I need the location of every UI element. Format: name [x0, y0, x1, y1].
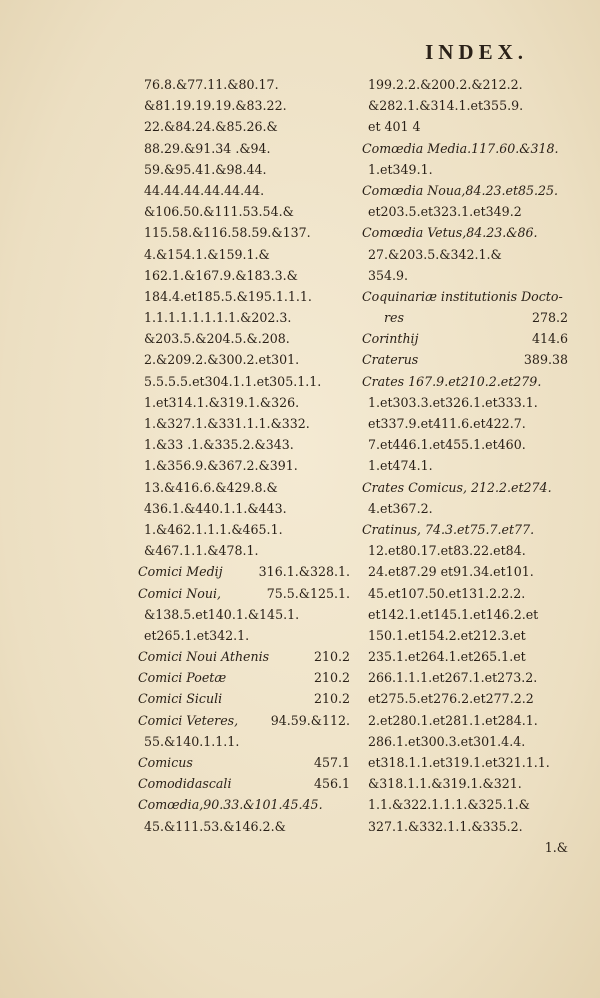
index-entry-text: 436.1.&440.1.1.&443. [144, 500, 287, 516]
index-entry-text: Craterus [362, 352, 419, 368]
index-entry-text: Comici Veteres, [138, 712, 239, 728]
index-entry-text: 150.1.et154.2.et212.3.et [368, 627, 526, 643]
index-entry [138, 710, 350, 731]
index-entry-text: 354.9. [368, 267, 409, 283]
index-entry-text: &467.1.1.&478.1. [144, 543, 259, 559]
index-entry [138, 328, 350, 349]
index-entry [138, 307, 350, 328]
index-entry-text: 327.1.&332.1.1.&335.2. [368, 818, 523, 834]
index-entry-refs: 389.38 [523, 352, 568, 368]
index-entry [362, 434, 568, 455]
index-entry-text: 115.58.&116.58.59.&137. [144, 225, 311, 241]
index-entry-text: 4.et367.2. [368, 500, 433, 516]
index-entry [362, 307, 568, 328]
index-entry-refs: 210.2 [313, 649, 350, 665]
index-entry [362, 392, 568, 413]
index-entry [362, 74, 568, 95]
index-entry [138, 434, 350, 455]
index-entry-text: 1.1.1.1.1.1.1.1.&202.3. [144, 310, 292, 326]
index-entry [362, 222, 568, 243]
index-entry [362, 794, 568, 815]
index-entry-text: Comœdia Noua,84.23.et85.25. [362, 182, 559, 198]
index-entry [138, 625, 350, 646]
index-entry [362, 328, 568, 349]
index-entry [362, 371, 568, 392]
index-entry-text: et203.5.et323.1.et349.2 [368, 204, 522, 220]
index-entry-text: Crates 167.9.et210.2.et279. [362, 373, 542, 389]
index-entry [362, 265, 568, 286]
index-entry-text: 7.et446.1.et455.1.et460. [368, 437, 526, 453]
index-entry [138, 180, 350, 201]
index-entry [362, 710, 568, 731]
index-entry-text: 235.1.et264.1.et265.1.et [368, 649, 526, 665]
index-entry [138, 116, 350, 137]
index-entry [138, 265, 350, 286]
index-entry [362, 731, 568, 752]
index-entry [138, 519, 350, 540]
index-entry-text: 1.& [544, 839, 568, 855]
index-entry-refs: 210.2 [313, 670, 350, 686]
index-entry-text: 286.1.et300.3.et301.4.4. [368, 733, 526, 749]
index-entry-text: Coquinariæ institutionis Docto- [362, 288, 563, 304]
index-entry-text: 1.&327.1.&331.1.1.&332. [144, 416, 310, 431]
index-entry-text: Corinthij [362, 331, 419, 347]
index-entry [362, 180, 568, 201]
index-entry-text: 1.et314.1.&319.1.&326. [144, 394, 300, 410]
index-entry [362, 138, 568, 159]
index-entry [362, 773, 568, 794]
index-entry-text: 45.et107.50.et131.2.2.2. [368, 585, 526, 601]
index-entry-text: Comodidascali [138, 776, 232, 792]
index-entry [138, 286, 350, 307]
index-entry-refs: 457.1 [313, 755, 350, 770]
index-entry [362, 201, 568, 222]
index-entry [138, 498, 350, 519]
index-entry [362, 413, 568, 434]
index-entry [138, 731, 350, 752]
index-entry [362, 688, 568, 709]
index-entry-refs: 75.5.&125.1. [266, 585, 350, 601]
index-entry [138, 222, 350, 243]
index-entry-text: 4.&154.1.&159.1.& [144, 246, 270, 262]
index-entry-text: 266.1.1.1.et267.1.et273.2. [368, 670, 538, 686]
index-entry-text: Comici Noui Athenis [138, 649, 270, 665]
index-entry-text: Cratinus, 74.3.et75.7.et77. [362, 521, 535, 537]
index-entry-text: 2.&209.2.&300.2.et301. [144, 352, 300, 368]
index-entry [138, 371, 350, 392]
index-entry-refs: 414.6 [531, 331, 568, 347]
index-entry-refs: 278.2 [531, 310, 568, 326]
index-entry-text: 199.2.2.&200.2.&212.2. [368, 77, 523, 92]
index-entry [362, 540, 568, 561]
index-entry-text: Comicus [138, 755, 193, 770]
index-entry [138, 455, 350, 476]
index-entry [138, 816, 350, 837]
index-entry [138, 540, 350, 561]
index-entry [362, 816, 568, 837]
index-entry-text: Crates Comicus, 212.2.et274. [362, 479, 552, 495]
index-entry-text: &138.5.et140.1.&145.1. [144, 606, 300, 622]
index-entry [362, 646, 568, 667]
index-entry [138, 159, 350, 180]
index-entry-text: 1.&33 .1.&335.2.&343. [144, 437, 294, 453]
index-entry [138, 244, 350, 265]
index-entry [362, 286, 568, 307]
index-entry-refs: 456.1 [313, 776, 350, 792]
index-entry-text: Comœdia,90.33.&101.45.45. [138, 797, 323, 813]
index-entry-text: 1.&462.1.1.1.&465.1. [144, 521, 283, 537]
index-left-column [138, 74, 350, 837]
index-entry-text: 13.&416.6.&429.8.& [144, 479, 278, 495]
index-entry-text: &106.50.&111.53.54.& [144, 204, 294, 220]
index-entry [138, 667, 350, 688]
index-entry-text: &203.5.&204.5.&.208. [144, 331, 290, 347]
index-entry-refs: 94.59.&112. [270, 712, 350, 728]
index-entry-text: et 401 4 [368, 119, 421, 135]
index-entry [138, 201, 350, 222]
index-entry-text: Comici Medij [138, 564, 223, 580]
index-entry-text: 22.&84.24.&85.26.& [144, 119, 278, 135]
index-entry [138, 413, 350, 434]
index-entry-text: Comici Siculi [138, 691, 223, 707]
index-entry-text: et275.5.et276.2.et277.2.2 [368, 691, 534, 707]
index-entry [362, 455, 568, 476]
index-entry-text: &318.1.1.&319.1.&321. [368, 776, 522, 792]
index-entry-text: &81.19.19.19.&83.22. [144, 98, 287, 114]
index-entry [138, 794, 350, 815]
index-entry-text: 1.et349.1. [368, 161, 433, 177]
index-entry-text: 2.et280.1.et281.1.et284.1. [368, 712, 538, 728]
page-title: INDEX. [425, 40, 528, 64]
index-entry [138, 477, 350, 498]
index-entry [138, 752, 350, 773]
index-right-column [362, 74, 568, 858]
index-entry [138, 74, 350, 95]
index-entry [138, 561, 350, 582]
index-entry-text: 184.4.et185.5.&195.1.1.1. [144, 288, 312, 304]
index-entry [362, 159, 568, 180]
index-entry [362, 561, 568, 582]
index-entry [138, 646, 350, 667]
index-entry [138, 138, 350, 159]
index-entry [362, 244, 568, 265]
index-entry-text: 45.&111.53.&146.2.& [144, 818, 286, 834]
index-entry-text: 27.&203.5.&342.1.& [368, 246, 502, 262]
index-entry-text: 59.&95.41.&98.44. [144, 161, 267, 177]
index-entry [138, 349, 350, 370]
index-entry [138, 583, 350, 604]
index-entry-text: et318.1.1.et319.1.et321.1.1. [368, 755, 550, 770]
index-entry-text: 1.et303.3.et326.1.et333.1. [368, 394, 538, 410]
index-entry-text: 5.5.5.5.et304.1.1.et305.1.1. [144, 373, 322, 389]
index-entry [362, 519, 568, 540]
index-entry-refs: 316.1.&328.1. [258, 564, 350, 580]
index-entry-text: et265.1.et342.1. [144, 627, 250, 643]
index-entry [138, 95, 350, 116]
index-entry-text: Comici Poetæ [138, 670, 227, 686]
index-entry [138, 773, 350, 794]
index-entry [362, 837, 568, 858]
index-entry [362, 752, 568, 773]
index-entry-text: 1.&356.9.&367.2.&391. [144, 458, 298, 474]
index-entry-text: 162.1.&167.9.&183.3.& [144, 267, 298, 283]
index-entry [362, 625, 568, 646]
index-entry-text: &282.1.&314.1.et355.9. [368, 98, 524, 114]
index-entry-refs: 210.2 [313, 691, 350, 707]
index-entry [362, 477, 568, 498]
index-entry-text: 88.29.&91.34 .&94. [144, 140, 271, 156]
index-entry-text: 24.et87.29 et91.34.et101. [368, 564, 534, 580]
index-entry [138, 688, 350, 709]
index-entry-text: res [384, 310, 404, 326]
index-entry-text: 12.et80.17.et83.22.et84. [368, 543, 526, 559]
index-entry-text: 1.1.&322.1.1.1.&325.1.& [368, 797, 530, 813]
index-entry [362, 498, 568, 519]
index-entry-text: Comœdia Media.117.60.&318. [362, 140, 559, 156]
index-entry [138, 604, 350, 625]
index-entry-text: et337.9.et411.6.et422.7. [368, 416, 526, 431]
index-entry-text: Comici Noui, [138, 585, 222, 601]
index-entry [138, 392, 350, 413]
index-entry [362, 349, 568, 370]
index-entry-text: 44.44.44.44.44.44. [144, 182, 265, 198]
index-entry-text: Comœdia Vetus,84.23.&86. [362, 225, 538, 241]
index-entry-text: et142.1.et145.1.et146.2.et [368, 606, 539, 622]
index-entry [362, 667, 568, 688]
index-entry [362, 95, 568, 116]
index-entry-text: 55.&140.1.1.1. [144, 733, 240, 749]
index-entry [362, 116, 568, 137]
index-entry [362, 604, 568, 625]
index-entry-text: 1.et474.1. [368, 458, 433, 474]
index-entry [362, 583, 568, 604]
index-entry-text: 76.8.&77.11.&80.17. [144, 77, 279, 92]
